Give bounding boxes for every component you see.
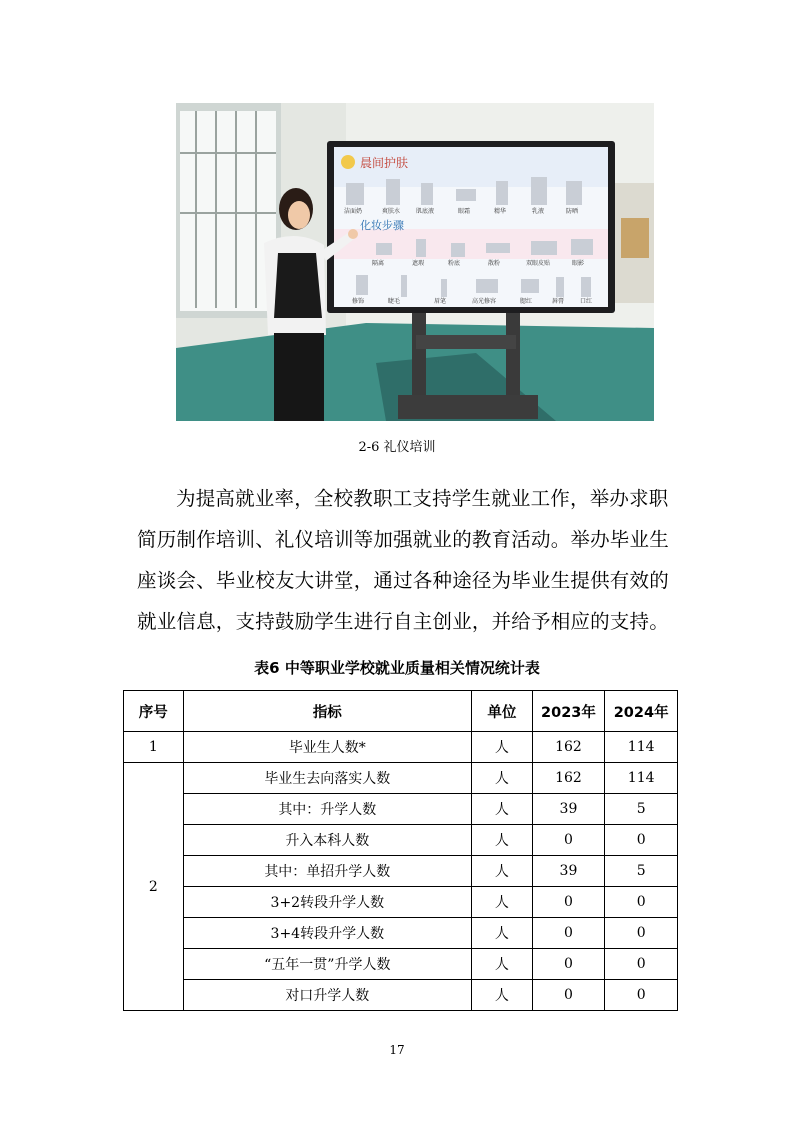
screen-label: 肌底液	[416, 208, 435, 215]
table-row	[124, 794, 678, 825]
row-number: 1	[124, 732, 184, 763]
table-row	[124, 980, 678, 1011]
screen-label: 散粉	[488, 260, 501, 267]
body-paragraph-text: 为提高就业率，全校教职工支持学生就业工作，举办求职简历制作培训、礼仪培训等加强就业的教育活动。举办毕业生座谈会、毕业校友大讲堂，通过各种途径为毕业生提供有效的就业信息，支持鼓励学生进行自主创业，并给予相应的支持。	[137, 487, 669, 633]
employment-stats-table	[123, 690, 678, 1011]
value-2024: 114	[605, 732, 678, 763]
figure-caption: 2-6 礼仪培训	[358, 440, 436, 455]
unit-cell: 人	[472, 763, 533, 794]
value-2024: 5	[605, 794, 678, 825]
screen-label: 粉底	[448, 260, 461, 267]
value-2023: 0	[532, 980, 605, 1011]
screen-label: 眼影	[572, 260, 585, 267]
indicator-cell: 其中：升学人数	[183, 794, 472, 825]
table-title: 表6 中等职业学校就业质量相关情况统计表	[254, 659, 540, 677]
screen-label: 睫毛	[388, 298, 401, 305]
value-2024: 0	[605, 825, 678, 856]
screen-label: 眼霜	[458, 208, 471, 215]
unit-cell: 人	[472, 918, 533, 949]
screen-label: 修饰	[352, 298, 365, 305]
unit-cell: 人	[472, 949, 533, 980]
screen-label: 眉笔	[434, 298, 447, 305]
header-cell: 序号	[124, 691, 184, 732]
training-photo	[176, 103, 654, 421]
value-2023: 0	[532, 825, 605, 856]
value-2023: 0	[532, 949, 605, 980]
screen-label: 乳液	[532, 208, 545, 215]
value-2024: 114	[605, 763, 678, 794]
value-2023: 162	[532, 763, 605, 794]
screen-label: 双眼皮贴	[526, 260, 551, 267]
value-2023: 0	[532, 918, 605, 949]
screen-label: 遮瑕	[412, 260, 425, 267]
value-2024: 0	[605, 918, 678, 949]
screen-label: 隔离	[372, 260, 385, 267]
unit-cell: 人	[472, 887, 533, 918]
value-2024: 0	[605, 887, 678, 918]
header-cell: 单位	[472, 691, 533, 732]
header-cell: 2024年	[605, 691, 678, 732]
indicator-cell: 3+2转段升学人数	[183, 887, 472, 918]
screen-label: 高光修容	[472, 298, 497, 305]
indicator-cell: 3+4转段升学人数	[183, 918, 472, 949]
value-2024: 0	[605, 949, 678, 980]
indicator-cell: 升入本科人数	[183, 825, 472, 856]
table-row	[124, 949, 678, 980]
page-number: 17	[389, 1043, 405, 1057]
indicator-cell: “五年一贯”升学人数	[183, 949, 472, 980]
screen-label: 精华	[494, 208, 507, 215]
indicator-cell: 毕业生去向落实人数	[183, 763, 472, 794]
value-2023: 39	[532, 794, 605, 825]
screen-label: 腮红	[520, 298, 533, 305]
indicator-cell: 其中：单招升学人数	[183, 856, 472, 887]
value-2023: 39	[532, 856, 605, 887]
table-row	[124, 887, 678, 918]
screen-title-2: 化妆步骤	[360, 219, 404, 232]
unit-cell: 人	[472, 980, 533, 1011]
indicator-cell: 对口升学人数	[183, 980, 472, 1011]
screen-label: 唇膏	[552, 298, 565, 305]
value-2024: 5	[605, 856, 678, 887]
value-2023: 162	[532, 732, 605, 763]
header-cell: 2023年	[532, 691, 605, 732]
indicator-cell: 毕业生人数*	[183, 732, 472, 763]
value-2024: 0	[605, 980, 678, 1011]
body-paragraph	[137, 478, 673, 642]
unit-cell: 人	[472, 856, 533, 887]
table-row	[124, 732, 678, 763]
screen-label: 洁面奶	[344, 208, 363, 215]
table-row	[124, 918, 678, 949]
value-2023: 0	[532, 887, 605, 918]
row-number: 2	[124, 763, 184, 1011]
unit-cell: 人	[472, 825, 533, 856]
header-cell: 指标	[183, 691, 472, 732]
unit-cell: 人	[472, 732, 533, 763]
screen-label: 口红	[580, 298, 593, 305]
unit-cell: 人	[472, 794, 533, 825]
table-row	[124, 825, 678, 856]
table-row	[124, 856, 678, 887]
screen-label: 防晒	[566, 208, 579, 215]
table-header-row	[124, 691, 678, 732]
screen-label: 爽肤水	[382, 208, 401, 215]
screen-title-1: 晨间护肤	[360, 156, 409, 170]
classroom-illustration	[176, 103, 654, 421]
table-row	[124, 763, 678, 794]
